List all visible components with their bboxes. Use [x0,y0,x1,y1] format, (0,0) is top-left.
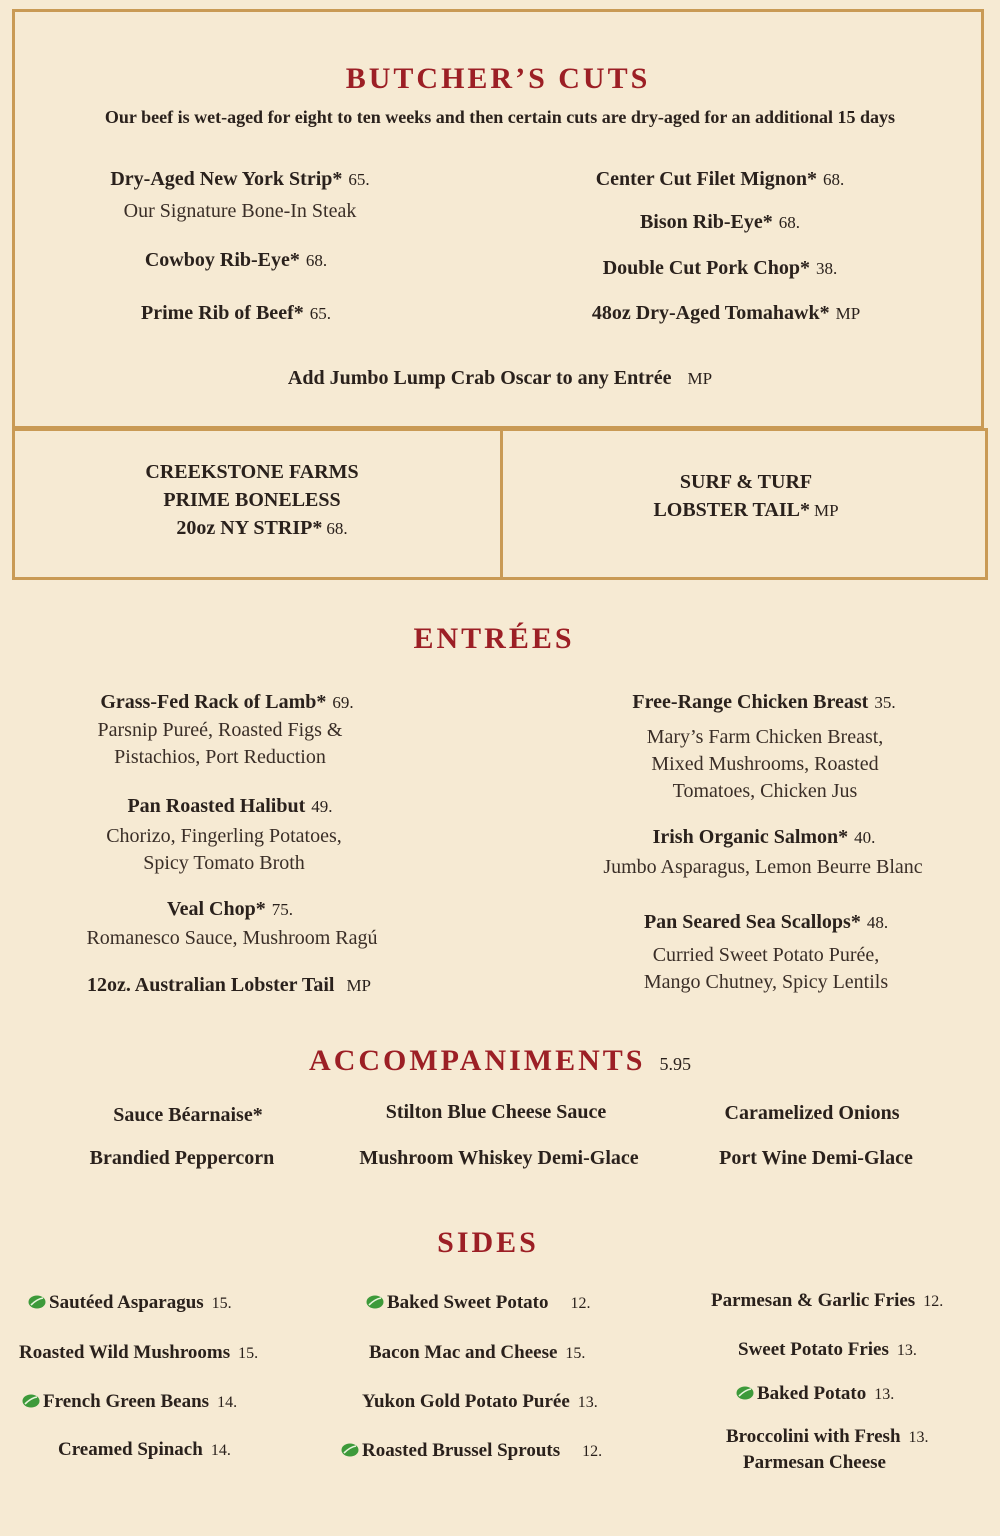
item-price: 13. [896,1342,917,1359]
item-description: Our Signature Bone-In Steak [123,200,357,222]
item-description [24,823,424,877]
menu-item [30,795,430,818]
item-price: 13. [908,1429,929,1446]
item-name: Bacon Mac and Cheese [369,1342,558,1363]
item-description [565,724,965,805]
item-name: Port Wine Demi-Glace [719,1147,913,1169]
desc-line: Mary’s Farm Chicken Breast, [646,726,884,748]
item-name: Roasted Wild Mushrooms [19,1342,231,1363]
item-name: Stilton Blue Cheese Sauce [385,1101,607,1123]
side-item [341,1440,602,1462]
feature-creekstone [12,458,492,543]
item-name: Prime Rib of Beef* [141,302,304,324]
side-item [19,1342,258,1364]
item-name: Pan Seared Sea Scallops* [643,911,861,933]
side-item [362,1391,598,1413]
desc-line: Jumbo Asparagus, Lemon Beurre Blanc [603,856,923,878]
vegetarian-leaf-icon [22,1394,40,1408]
desc-line: Romanesco Sauce, Mushroom Ragú [86,927,378,949]
item-price: 75. [271,900,293,919]
item-name: French Green Beans [43,1391,210,1412]
side-item [22,1391,237,1413]
accompaniment-item [616,1147,1000,1170]
item-name: Bison Rib-Eye* [639,211,773,233]
item-name: Parmesan & Garlic Fries [711,1290,916,1311]
desc-line: Pistachios, Port Reduction [114,746,326,768]
item-name: Brandied Peppercorn [89,1147,275,1169]
item-description [32,925,432,952]
item-price: 12. [570,1295,591,1312]
menu-item [30,898,430,921]
item-price: 49. [311,797,333,816]
menu-item [564,826,964,849]
item-name: 12oz. Australian Lobster Tail [86,974,335,996]
feature-line-price [12,514,492,543]
item-name: Irish Organic Salmon* [652,826,849,848]
accompaniments-title: ACCOMPANIMENTS [309,1044,646,1077]
item-name: Creamed Spinach [58,1439,203,1460]
accompaniments-header [0,1044,1000,1078]
item-name: Pan Roasted Halibut [127,795,306,817]
side-item [726,1426,929,1448]
item-name: Sautéed Asparagus [49,1292,204,1313]
feature-line-price [502,496,990,525]
menu-item [520,211,920,234]
desc-line: Chorizo, Fingerling Potatoes, [106,825,342,847]
side-item [58,1439,231,1461]
item-description [566,942,966,996]
item-name: Mushroom Whiskey Demi-Glace [359,1147,639,1169]
feature-line: SURF & TURF [679,471,813,493]
butchers-cuts-subtitle: Our beef is wet-aged for eight to ten weeks and then certain cuts are dry-aged for an additional 15 days [104,107,896,127]
item-price: 12. [582,1443,603,1460]
item-name: Parmesan Cheese [743,1452,886,1473]
item-name: Double Cut Pork Chop* [602,257,810,279]
menu-item [566,911,966,934]
item-name: 48oz Dry-Aged Tomahawk* [591,302,830,324]
feature-line: PRIME BONELESS [163,489,341,511]
item-name: Baked Sweet Potato [387,1292,549,1313]
side-item-continued [743,1452,886,1474]
item-name: Free-Range Chicken Breast [632,691,869,713]
item-description [513,854,1000,881]
item-name: Sweet Potato Fries [738,1339,889,1360]
item-price: MP [687,369,713,388]
item-price: 68. [778,213,801,232]
menu-item [36,302,436,325]
item-price: 14. [210,1442,231,1459]
item-description [20,717,420,771]
feature-line: CREEKSTONE FARMS [145,461,359,483]
feature-line: 20oz NY STRIP* [176,517,323,539]
feature-line: LOBSTER TAIL* [653,499,810,521]
item-price: 15. [565,1345,586,1362]
vegetarian-leaf-icon [28,1295,46,1309]
item-price: 38. [816,259,838,278]
side-item [736,1383,894,1405]
menu-item [564,691,964,714]
side-item [369,1342,585,1364]
sides-title: SIDES [437,1226,539,1259]
item-name: Cowboy Rib-Eye* [144,249,300,271]
feature-surf-turf [502,468,990,525]
item-name: Caramelized Onions [724,1102,900,1124]
item-price: 12. [923,1293,944,1310]
desc-line: Mixed Mushrooms, Roasted [651,753,879,775]
item-name: Roasted Brussel Sprouts [362,1440,561,1461]
item-price: 40. [854,828,876,847]
item-name: Baked Potato [757,1383,867,1404]
item-price: MP [813,501,839,520]
item-price: 68. [305,251,328,270]
item-price: 14. [217,1394,238,1411]
accompaniment-item [612,1102,1000,1125]
item-price: 35. [874,693,896,712]
item-price: 69. [332,693,354,712]
item-name: Dry-Aged New York Strip* [110,168,343,190]
accompaniments-price: 5.95 [659,1054,691,1074]
item-price: 68. [823,170,845,189]
item-name: Grass-Fed Rack of Lamb* [100,691,327,713]
item-price: 13. [577,1394,598,1411]
vegetarian-leaf-icon [341,1443,359,1457]
addon-item [0,367,1000,390]
desc-line: Curried Sweet Potato Purée, [652,944,880,966]
item-name: Center Cut Filet Mignon* [595,168,818,190]
side-item [711,1290,943,1312]
item-price: 15. [238,1345,259,1362]
butchers-cuts-title: BUTCHER’S CUTS [345,62,651,95]
menu-item [520,168,920,191]
desc-line: Parsnip Pureé, Roasted Figs & [97,719,343,741]
item-name: Add Jumbo Lump Crab Oscar to any Entrée [287,367,672,389]
item-price: 65. [348,170,370,189]
desc-line: Tomatoes, Chicken Jus [672,780,858,802]
item-price: 13. [874,1386,895,1403]
menu-item [520,257,920,280]
entrees-title: ENTRÉES [413,622,575,655]
menu-item [27,691,427,714]
item-price: 15. [211,1295,232,1312]
item-name: Sauce Béarnaise* [113,1104,263,1126]
item-name: Veal Chop* [167,898,266,920]
desc-line: Mango Chutney, Spicy Lentils [643,971,889,993]
item-price: MP [835,304,861,323]
side-item [738,1339,917,1361]
menu-item [36,249,436,272]
item-price: 48. [866,913,889,932]
item-price: MP [346,976,372,995]
vegetarian-leaf-icon [366,1295,384,1309]
vegetarian-leaf-icon [736,1386,754,1400]
side-item [366,1292,590,1314]
item-name: Broccolini with Fresh [726,1426,901,1447]
item-price: 65. [309,304,331,323]
menu-item [526,302,926,325]
menu-item [40,168,440,191]
item-price: 68. [326,519,348,538]
desc-line: Spicy Tomato Broth [143,852,305,874]
menu-item [29,974,429,997]
item-name: Yukon Gold Potato Purée [362,1391,570,1412]
side-item [28,1292,232,1314]
